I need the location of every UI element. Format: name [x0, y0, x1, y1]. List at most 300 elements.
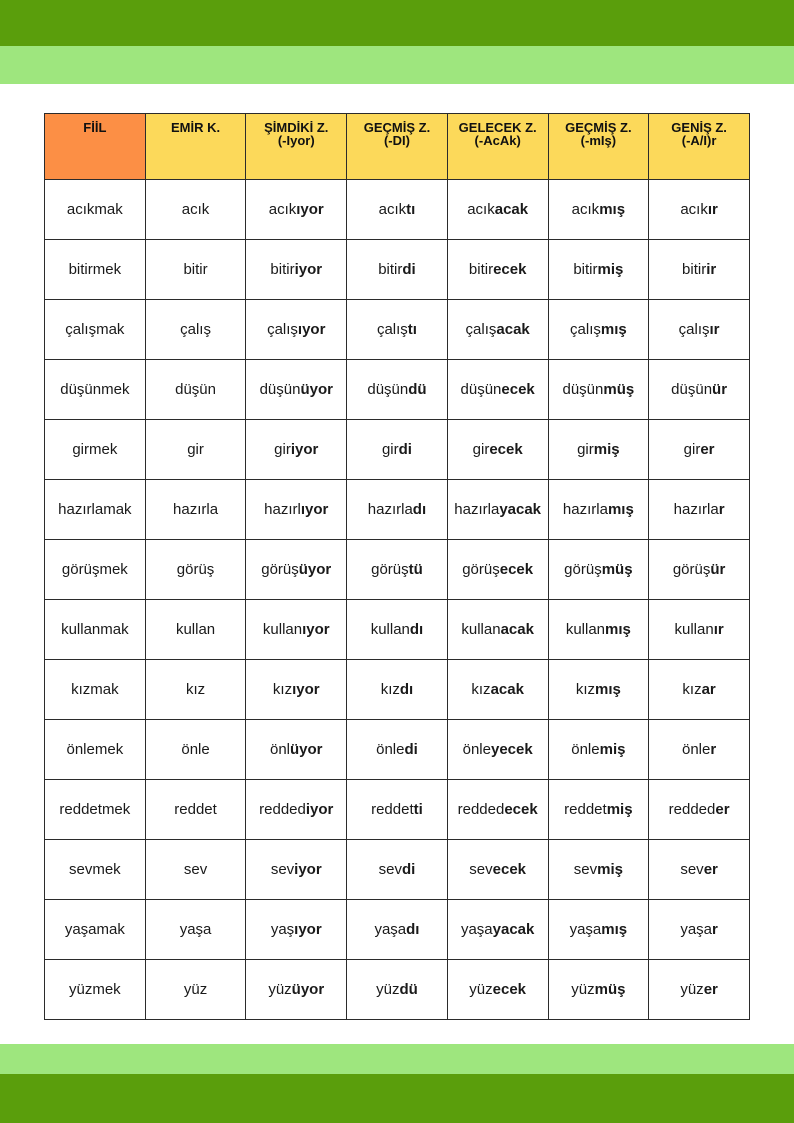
verb-suffix: iyor — [294, 861, 322, 878]
verb-suffix: üyor — [300, 381, 333, 398]
verb-stem: düşün — [562, 381, 604, 398]
table-cell — [447, 420, 548, 480]
verb-suffix: miş — [593, 441, 620, 458]
verb-stem: çalış — [180, 321, 211, 338]
verb-stem: redded — [259, 801, 306, 818]
verb-stem: sev — [469, 861, 493, 878]
verb-stem: gir — [472, 441, 490, 458]
column-header-line: ŞİMDİKİ Z. — [264, 120, 329, 135]
table-cell — [548, 720, 649, 780]
verb-stem: bitirmek — [68, 261, 122, 278]
verb-stem: acık — [181, 201, 210, 218]
verb-suffix: mış — [601, 921, 628, 938]
verb-stem: kızmak — [71, 681, 119, 698]
verb-suffix: ir — [706, 261, 717, 278]
table-cell — [548, 480, 649, 540]
table-cell — [347, 780, 448, 840]
verb-suffix: ti — [413, 801, 423, 818]
verb-suffix: mış — [595, 681, 621, 698]
verb-stem: acık — [680, 201, 708, 218]
verb-suffix: acak — [496, 321, 530, 338]
verb-stem: yaşamak — [64, 921, 125, 938]
verb-suffix: di — [404, 741, 418, 758]
table-cell — [548, 660, 649, 720]
verb-suffix: miş — [606, 801, 633, 818]
table-row — [45, 600, 750, 660]
verb-stem: hazırla — [673, 501, 719, 518]
verb-suffix: ıyor — [297, 321, 326, 338]
verb-suffix: yacak — [492, 921, 535, 938]
column-header-line: GEÇMİŞ Z. — [565, 120, 632, 135]
table-row — [45, 660, 750, 720]
verb-suffix: üyor — [291, 981, 325, 998]
table-cell — [246, 300, 347, 360]
verb-stem: sev — [378, 861, 402, 878]
table-cell — [145, 600, 246, 660]
verb-stem: reddet — [564, 801, 607, 818]
table-cell — [45, 900, 146, 960]
verb-stem: görüş — [564, 561, 602, 578]
verb-stem: hazırla — [367, 501, 413, 518]
table-cell — [548, 780, 649, 840]
table-cell — [347, 840, 448, 900]
verb-stem: yüz — [680, 981, 704, 998]
verb-stem: yüz — [571, 981, 595, 998]
verb-stem: yaş — [270, 921, 295, 938]
table-header — [45, 114, 750, 180]
table-cell — [145, 660, 246, 720]
table-cell — [548, 540, 649, 600]
verb-suffix: di — [402, 261, 416, 278]
verb-stem: düşün — [259, 381, 301, 398]
table-cell — [447, 960, 548, 1020]
verb-stem: hazırlamak — [58, 501, 132, 518]
table-cell — [347, 420, 448, 480]
verb-stem: önlemek — [66, 741, 124, 758]
verb-stem: kullan — [262, 621, 303, 638]
verb-suffix: ecek — [499, 561, 534, 578]
table-cell — [246, 720, 347, 780]
verb-suffix: üyor — [290, 741, 323, 758]
verb-stem: gir — [683, 441, 701, 458]
table-cell — [246, 600, 347, 660]
verb-suffix: tı — [407, 321, 417, 338]
table-cell — [649, 780, 750, 840]
verb-stem: bitir — [573, 261, 598, 278]
table-cell — [45, 420, 146, 480]
table-cell — [45, 360, 146, 420]
table-cell — [45, 180, 146, 240]
table-cell — [45, 540, 146, 600]
verb-stem: hazırl — [264, 501, 301, 518]
table-cell — [447, 180, 548, 240]
verb-stem: önle — [462, 741, 491, 758]
table-row — [45, 720, 750, 780]
table-row — [45, 840, 750, 900]
verb-stem: gir — [381, 441, 399, 458]
verb-suffix: mış — [607, 501, 634, 518]
verb-stem: kız — [471, 681, 491, 698]
verb-stem: hazırla — [562, 501, 608, 518]
verb-suffix: er — [703, 981, 718, 998]
column-header-line: (-A/I)r — [681, 133, 717, 148]
table-cell — [45, 660, 146, 720]
verb-stem: çalış — [678, 321, 710, 338]
verb-suffix: ecek — [493, 261, 527, 278]
verb-suffix: acak — [494, 201, 529, 218]
table-cell — [347, 360, 448, 420]
verb-stem: çalış — [570, 321, 601, 338]
verb-suffix: r — [718, 501, 725, 518]
verb-suffix: dı — [409, 621, 424, 638]
top-band-dark — [0, 0, 794, 46]
verb-stem: çalışmak — [65, 321, 125, 338]
verb-suffix: er — [700, 441, 715, 458]
verb-stem: bitir — [378, 261, 403, 278]
table-cell — [145, 300, 246, 360]
verb-suffix: iyor — [294, 261, 323, 278]
column-header — [347, 114, 448, 180]
verb-stem: yüz — [183, 981, 208, 998]
table-cell — [347, 240, 448, 300]
verb-suffix: iyor — [290, 441, 319, 458]
table-cell — [548, 840, 649, 900]
verb-stem: görüşmek — [61, 561, 128, 578]
verb-suffix: ür — [712, 381, 728, 398]
verb-stem: hazırla — [173, 501, 219, 518]
verb-stem: bitir — [468, 261, 494, 278]
verb-suffix: ür — [710, 561, 726, 578]
verb-stem: çalış — [376, 321, 408, 338]
column-header-line: GELECEK Z. — [458, 120, 537, 135]
bottom-band-dark — [0, 1074, 794, 1123]
table-cell — [45, 600, 146, 660]
column-header-line: GEÇMİŞ Z. — [363, 120, 431, 135]
verb-stem: görüş — [261, 561, 299, 578]
verb-stem: düşün — [367, 381, 409, 398]
verb-stem: yüz — [376, 981, 400, 998]
verb-stem: görüş — [672, 561, 711, 578]
verb-suffix: ıyor — [300, 501, 329, 518]
verb-stem: gir — [577, 441, 594, 458]
column-header-line: EMİR K. — [170, 120, 221, 135]
table-cell — [145, 720, 246, 780]
verb-stem: önle — [376, 741, 405, 758]
verb-suffix: mış — [600, 321, 627, 338]
verb-stem: sev — [573, 861, 598, 878]
table-row — [45, 900, 750, 960]
table-cell — [347, 300, 448, 360]
table-cell — [246, 780, 347, 840]
table-cell — [447, 780, 548, 840]
header-row — [45, 114, 750, 180]
table-cell — [246, 900, 347, 960]
table-row — [45, 300, 750, 360]
table-cell — [347, 900, 448, 960]
table-cell — [246, 660, 347, 720]
table-cell — [548, 300, 649, 360]
verb-stem: çalış — [465, 321, 497, 338]
column-header — [649, 114, 750, 180]
verb-stem: görüş — [371, 561, 409, 578]
column-header — [548, 114, 649, 180]
column-header-line: FİİL — [83, 120, 107, 135]
table-cell — [548, 600, 649, 660]
table-cell — [447, 900, 548, 960]
table-cell — [649, 180, 750, 240]
table-cell — [347, 480, 448, 540]
verb-suffix: tü — [408, 561, 423, 578]
verb-stem: sevmek — [69, 861, 121, 878]
verb-stem: kız — [380, 681, 400, 698]
verb-suffix: ır — [707, 201, 718, 218]
verb-suffix: ır — [713, 621, 724, 638]
table-row — [45, 540, 750, 600]
table-cell — [548, 360, 649, 420]
verb-stem: düşün — [460, 381, 502, 398]
table-cell — [548, 900, 649, 960]
verb-suffix: müş — [601, 561, 633, 578]
table-cell — [649, 300, 750, 360]
verb-suffix: ıyor — [302, 621, 330, 638]
verb-stem: önle — [571, 741, 600, 758]
table-cell — [548, 240, 649, 300]
verb-stem: yaşa — [179, 921, 212, 938]
verb-suffix: ar — [701, 681, 716, 698]
table-cell — [45, 840, 146, 900]
verb-stem: kız — [682, 681, 702, 698]
table-row — [45, 240, 750, 300]
table-cell — [649, 360, 750, 420]
verb-suffix: ecek — [492, 861, 527, 878]
table-cell — [246, 480, 347, 540]
column-header — [45, 114, 146, 180]
table-cell — [649, 420, 750, 480]
verb-stem: bitir — [183, 261, 208, 278]
column-header — [447, 114, 548, 180]
verb-stem: kullan — [461, 621, 501, 638]
verb-stem: reddet — [174, 801, 217, 818]
verb-stem: kız — [272, 681, 293, 698]
verb-stem: acık — [467, 201, 495, 218]
table-cell — [649, 960, 750, 1020]
verb-stem: gir — [274, 441, 291, 458]
verb-stem: reddet — [371, 801, 414, 818]
table-cell — [45, 780, 146, 840]
table-cell — [548, 180, 649, 240]
table-cell — [45, 720, 146, 780]
verb-stem: acık — [571, 201, 600, 218]
table-cell — [649, 840, 750, 900]
table-cell — [548, 420, 649, 480]
verb-stem: bitir — [682, 261, 707, 278]
verb-stem: sev — [270, 861, 295, 878]
verb-stem: yaşa — [569, 921, 602, 938]
column-header-line: (-mIş) — [580, 133, 617, 148]
verb-suffix: üyor — [298, 561, 332, 578]
table-cell — [246, 540, 347, 600]
verb-suffix: ecek — [492, 981, 527, 998]
verb-stem: önl — [269, 741, 291, 758]
verb-stem: acık — [268, 201, 297, 218]
table-cell — [649, 660, 750, 720]
verb-stem: yaşa — [460, 921, 493, 938]
column-header — [145, 114, 246, 180]
verb-stem: sev — [183, 861, 208, 878]
table-cell — [649, 900, 750, 960]
verb-suffix: di — [401, 861, 416, 878]
table-cell — [246, 420, 347, 480]
table-cell — [145, 540, 246, 600]
table-cell — [145, 420, 246, 480]
table-cell — [447, 360, 548, 420]
table-cell — [447, 480, 548, 540]
table-cell — [347, 660, 448, 720]
verb-stem: yüz — [469, 981, 493, 998]
verb-suffix: dı — [399, 681, 414, 698]
table-cell — [45, 960, 146, 1020]
table-row — [45, 420, 750, 480]
table-cell — [347, 180, 448, 240]
verb-suffix: müş — [603, 381, 635, 398]
table-cell — [447, 840, 548, 900]
table-cell — [447, 660, 548, 720]
verb-suffix: dı — [406, 921, 420, 938]
table-cell — [145, 240, 246, 300]
verb-suffix: er — [703, 861, 718, 878]
verb-stem: yaşa — [680, 921, 713, 938]
verb-suffix: acak — [490, 681, 524, 698]
table-cell — [145, 360, 246, 420]
verb-stem: yaşa — [374, 921, 407, 938]
verb-stem: kullan — [565, 621, 606, 638]
table-cell — [649, 480, 750, 540]
table-cell — [447, 240, 548, 300]
verb-stem: gir — [187, 441, 204, 458]
table-row — [45, 360, 750, 420]
verb-suffix: acak — [500, 621, 534, 638]
table-cell — [246, 360, 347, 420]
verb-stem: kullan — [175, 621, 216, 638]
verb-suffix: di — [398, 441, 412, 458]
verb-stem: acıkmak — [66, 201, 123, 218]
verb-suffix: r — [710, 741, 717, 758]
verb-suffix: er — [715, 801, 730, 818]
table-cell — [145, 960, 246, 1020]
verb-suffix: ır — [709, 321, 720, 338]
table-cell — [447, 540, 548, 600]
verb-suffix: miş — [599, 741, 626, 758]
table-cell — [45, 480, 146, 540]
table-cell — [145, 780, 246, 840]
column-header — [246, 114, 347, 180]
verb-stem: çalış — [267, 321, 298, 338]
verb-stem: girmek — [72, 441, 118, 458]
table-body — [45, 180, 750, 1020]
table-row — [45, 780, 750, 840]
verb-stem: hazırla — [454, 501, 500, 518]
verb-suffix: dı — [412, 501, 427, 518]
table-cell — [246, 180, 347, 240]
verb-stem: kullanmak — [61, 621, 129, 638]
table-cell — [649, 600, 750, 660]
verb-suffix: ıyor — [296, 201, 324, 218]
column-header-line: (-DI) — [383, 133, 410, 148]
column-header-line: (-AcAk) — [474, 133, 521, 148]
verb-stem: yüz — [268, 981, 292, 998]
table-cell — [145, 180, 246, 240]
verb-stem: redded — [668, 801, 716, 818]
verb-suffix: dü — [408, 381, 427, 398]
table-cell — [649, 240, 750, 300]
table-cell — [447, 300, 548, 360]
column-header-line: (-Iyor) — [277, 133, 315, 148]
table-cell — [447, 720, 548, 780]
verb-suffix: ecek — [501, 381, 535, 398]
verb-suffix: müş — [594, 981, 626, 998]
verb-suffix: mış — [599, 201, 626, 218]
verb-suffix: ıyor — [292, 681, 320, 698]
table-cell — [548, 960, 649, 1020]
verb-stem: kullan — [674, 621, 714, 638]
table-cell — [246, 960, 347, 1020]
verb-stem: kullan — [370, 621, 410, 638]
verb-conjugation-table — [44, 113, 750, 1020]
table-cell — [649, 720, 750, 780]
table-cell — [246, 840, 347, 900]
verb-suffix: yecek — [490, 741, 533, 758]
verb-stem: önle — [682, 741, 711, 758]
verb-suffix: ıyor — [294, 921, 322, 938]
verb-suffix: yacak — [499, 501, 542, 518]
verb-suffix: ecek — [504, 801, 538, 818]
table-cell — [347, 720, 448, 780]
verb-suffix: miş — [597, 861, 623, 878]
table-cell — [145, 840, 246, 900]
table-row — [45, 480, 750, 540]
verb-suffix: dü — [399, 981, 418, 998]
verb-suffix: r — [712, 921, 718, 938]
verb-stem: görüş — [462, 561, 500, 578]
verb-stem: önle — [181, 741, 210, 758]
table-cell — [347, 960, 448, 1020]
table-cell — [447, 600, 548, 660]
verb-stem: bitir — [270, 261, 295, 278]
table-cell — [45, 240, 146, 300]
verb-stem: redded — [457, 801, 505, 818]
verb-stem: kız — [575, 681, 596, 698]
verb-suffix: miş — [597, 261, 624, 278]
verb-stem: sev — [680, 861, 704, 878]
table-cell — [45, 300, 146, 360]
verb-stem: düşün — [175, 381, 216, 398]
table-cell — [347, 600, 448, 660]
table-row — [45, 960, 750, 1020]
bottom-band-light — [0, 1044, 794, 1074]
verb-stem: düşün — [671, 381, 713, 398]
table-cell — [145, 900, 246, 960]
verb-stem: yüzmek — [69, 981, 121, 998]
verb-stem: acık — [378, 201, 407, 218]
table-cell — [145, 480, 246, 540]
column-header-line: GENİŞ Z. — [671, 120, 727, 135]
verb-suffix: ecek — [489, 441, 523, 458]
top-band-light — [0, 46, 794, 84]
verb-suffix: mış — [605, 621, 631, 638]
table-cell — [347, 540, 448, 600]
verb-suffix: iyor — [305, 801, 334, 818]
verb-suffix: tı — [406, 201, 416, 218]
